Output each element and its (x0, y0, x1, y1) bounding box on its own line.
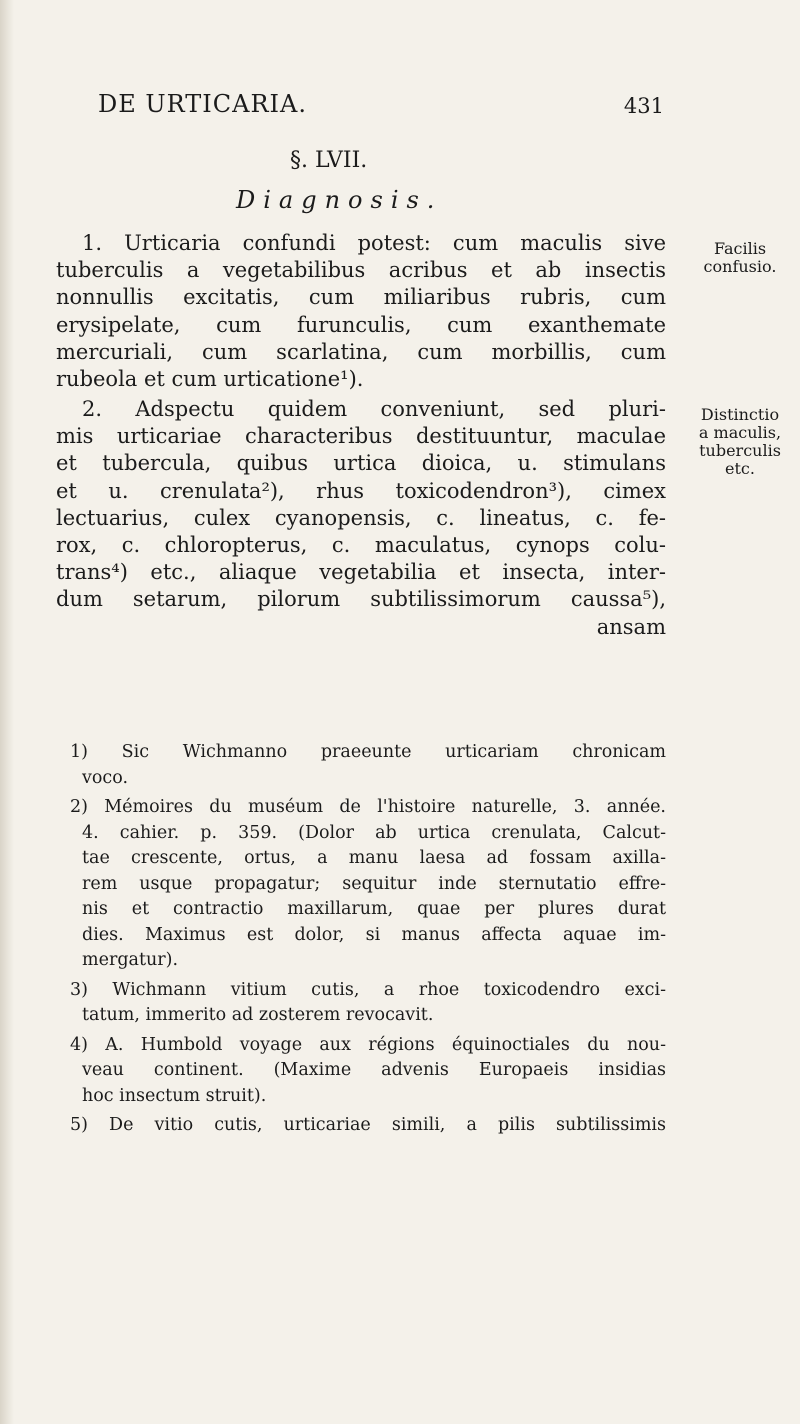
paragraph-1 (56, 230, 666, 393)
footnote-line: 4) A. Humbold voyage aux régions équinoctiales du nou- (70, 1034, 666, 1055)
footnote-line: veau continent. (Maxime advenis Europaeis insidias (82, 1060, 666, 1080)
footnote-line: 1) Sic Wichmanno praeeunte urticariam chronicam (70, 742, 666, 762)
footnote-3 (56, 978, 666, 1029)
margin-note-line: tuberculis (699, 441, 781, 460)
running-title: DE URTICARIA. (98, 90, 307, 118)
footnote-line: 3) Wichmann vitium cutis, a rhoe toxicodendro exci- (70, 979, 666, 1000)
text-line: 2. Adspectu quidem conveniunt, sed pluri- (82, 397, 666, 421)
paragraph-2 (56, 396, 666, 641)
text-line: et u. crenulata²), rhus toxicodendron³), cimex (56, 478, 666, 503)
text-line: 1. Urticaria confundi potest: cum maculis sive (82, 231, 666, 255)
page-gutter-shadow (0, 0, 14, 1424)
page-number: 431 (623, 94, 664, 118)
catchword: ansam (596, 614, 666, 639)
footnote-line: 5) De vitio cutis, urticariae simili, a pilis subtilissimis (70, 1115, 666, 1135)
text-line: trans⁴) etc., aliaque vegetabilia et insecta, inter- (56, 560, 666, 585)
footnote-line: 2) Mémoires du muséum de l'histoire naturelle, 3. année. (70, 797, 666, 817)
footnotes (56, 740, 666, 1143)
footnote-line: hoc insectum struit). (82, 1085, 267, 1106)
margin-note-line: Distinctio (700, 405, 780, 424)
footnote-line: mergatur). (82, 950, 179, 970)
footnote-line: tatum, immerito ad zosterem revocavit. (82, 1005, 434, 1025)
margin-note-line: Facilis (713, 239, 767, 258)
footnote-5 (56, 1113, 666, 1139)
margin-note-line: a maculis, (698, 423, 782, 442)
footnote-1 (56, 740, 666, 791)
text-line: tuberculis a vegetabilibus acribus et ab insectis (56, 258, 666, 283)
text-line: mis urticariae characteribus destituuntur, maculae (56, 424, 666, 449)
text-line: dum setarum, pilorum subtilissimorum caussa⁵), (56, 587, 666, 612)
footnote-line: 4. cahier. p. 359. (Dolor ab urtica crenulata, Calcut- (82, 822, 666, 843)
section-number: §. LVII. (290, 148, 368, 173)
footnote-line: rem usque propagatur; sequitur inde sternutatio effre- (82, 873, 666, 894)
text-line: et tubercula, quibus urtica dioica, u. stimulans (56, 451, 666, 476)
margin-note-1 (681, 240, 799, 276)
text-line: nonnullis excitatis, cum miliaribus rubris, cum (56, 285, 666, 310)
margin-note-2 (681, 406, 799, 478)
footnote-4 (56, 1033, 666, 1110)
footnote-2 (56, 795, 666, 974)
margin-note-line: confusio. (703, 257, 777, 276)
text-line: mercuriali, cum scarlatina, cum morbillis, cum (56, 339, 666, 364)
footnote-line: dies. Maximus est dolor, si manus affecta aquae im- (82, 924, 666, 945)
footnote-line: nis et contractio maxillarum, quae per plures durat (82, 899, 666, 919)
margin-note-line: etc. (725, 459, 755, 478)
text-line: erysipelate, cum furunculis, cum exanthemate (56, 312, 666, 337)
text-line: lectuarius, culex cyanopensis, c. lineatus, c. fe- (56, 505, 666, 530)
footnote-line: voco. (82, 767, 129, 788)
text-line: rubeola et cum urticatione¹). (56, 366, 364, 391)
text-line: rox, c. chloropterus, c. maculatus, cynops colu- (56, 532, 666, 557)
section-title: Diagnosis. (236, 186, 443, 214)
footnote-line: tae crescente, ortus, a manu laesa ad fossam axilla- (82, 848, 666, 868)
page-header (98, 90, 664, 130)
